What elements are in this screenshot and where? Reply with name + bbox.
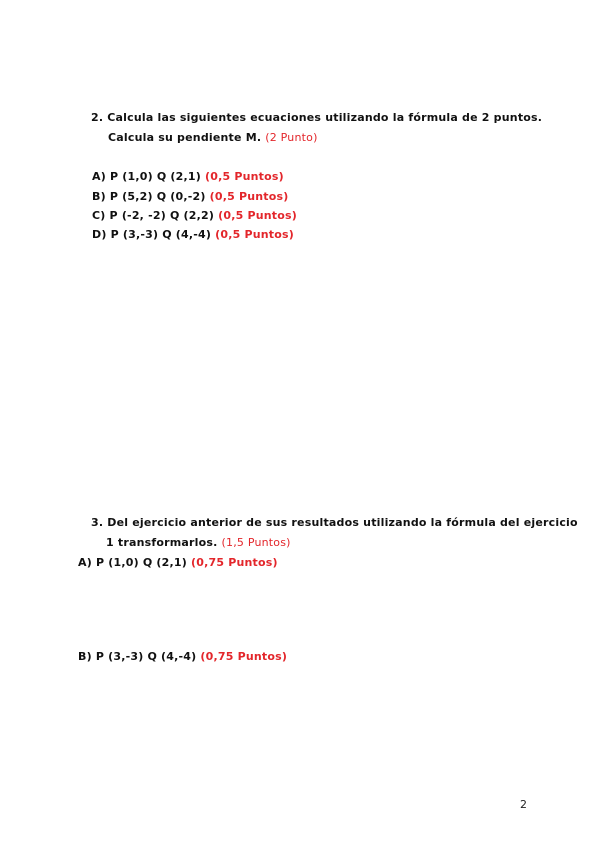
q3-item-a-text: A) P (1,0) Q (2,1) (78, 556, 187, 569)
page-number: 2 (520, 798, 527, 811)
q2-line-1: 2. Calcula las siguientes ecuaciones utilizando la fórmula de 2 puntos. (91, 111, 543, 124)
q2-item-c (92, 209, 297, 222)
q3-item-b-text: B) P (3,-3) Q (4,-4) (78, 650, 197, 663)
q3-item-a (78, 556, 278, 569)
q3-item-b-points: (0,75 Puntos) (200, 650, 288, 663)
q2-item-d-text: D) P (3,-3) Q (4,-4) (92, 228, 212, 241)
q2-line-2-text: Calcula su pendiente M. (108, 131, 262, 144)
q3-points: (1,5 Puntos) (221, 536, 291, 549)
q3-line-1: 3. Del ejercicio anterior de sus resultados utilizando la fórmula del ejercicio (91, 516, 578, 529)
q2-item-a-points: (0,5 Puntos) (205, 170, 284, 183)
q2-item-a-text: A) P (1,0) Q (2,1) (92, 170, 201, 183)
q2-item-d-points: (0,5 Puntos) (215, 228, 294, 241)
q2-item-c-points: (0,5 Puntos) (218, 209, 297, 222)
q3-line-2-text: 1 transformarlos. (106, 536, 218, 549)
q2-item-b-text: B) P (5,2) Q (0,-2) (92, 190, 206, 203)
q2-item-d (92, 228, 294, 241)
q3-line-2 (106, 536, 291, 549)
q3-item-b (78, 650, 287, 663)
q2-item-a (92, 170, 284, 183)
q2-item-b (92, 190, 288, 203)
q2-line-2 (108, 131, 318, 144)
q2-item-c-text: C) P (-2, -2) Q (2,2) (92, 209, 215, 222)
q2-points: (2 Punto) (265, 131, 318, 144)
q2-item-b-points: (0,5 Puntos) (209, 190, 289, 203)
q3-item-a-points: (0,75 Puntos) (191, 556, 278, 569)
